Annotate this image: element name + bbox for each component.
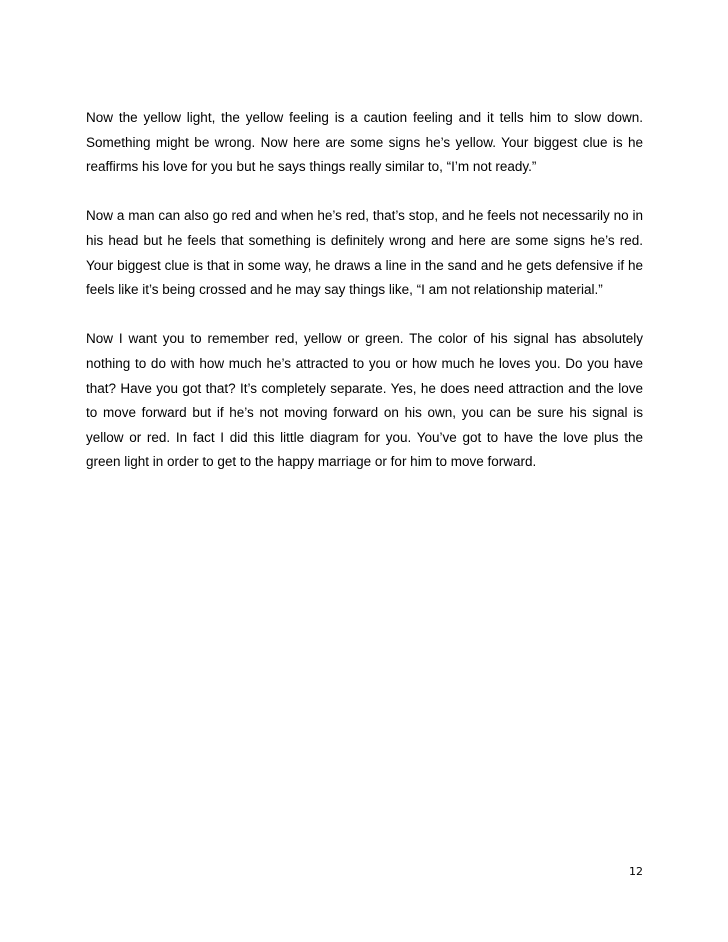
paragraph-yellow-light: Now the yellow light, the yellow feeling is a caution feeling and it tells him to slow down. Something might be wrong. Now here are some signs he’s yellow. Your biggest clue is he reaffirms his love for you but he says things really similar to, “I’m not ready.”: [86, 110, 643, 175]
body-text: [86, 106, 643, 500]
paragraph-red-light: Now a man can also go red and when he’s red, that’s stop, and he feels not necessarily no in his head but he feels that something is definitely wrong and here are some signs he’s red. Your biggest clue is that in some way, he draws a line in the sand and he gets defensive if he feels like it’s being crossed and he may say things like, “I am not relationship material.”: [86, 208, 643, 298]
paragraph-remember-signals: Now I want you to remember red, yellow or green. The color of his signal has absolutely nothing to do with how much he’s attracted to you or how much he loves you. Do you have that? Have you got that? It’s completely separate. Yes, he does need attraction and the love to move forward but if he’s not moving forward on his own, you can be sure his signal is yellow or red. In fact I did this little diagram for you. You’ve got to have the love plus the green light in order to get to the happy marriage or for him to move forward.: [86, 331, 643, 470]
page-number: 12: [629, 865, 643, 878]
